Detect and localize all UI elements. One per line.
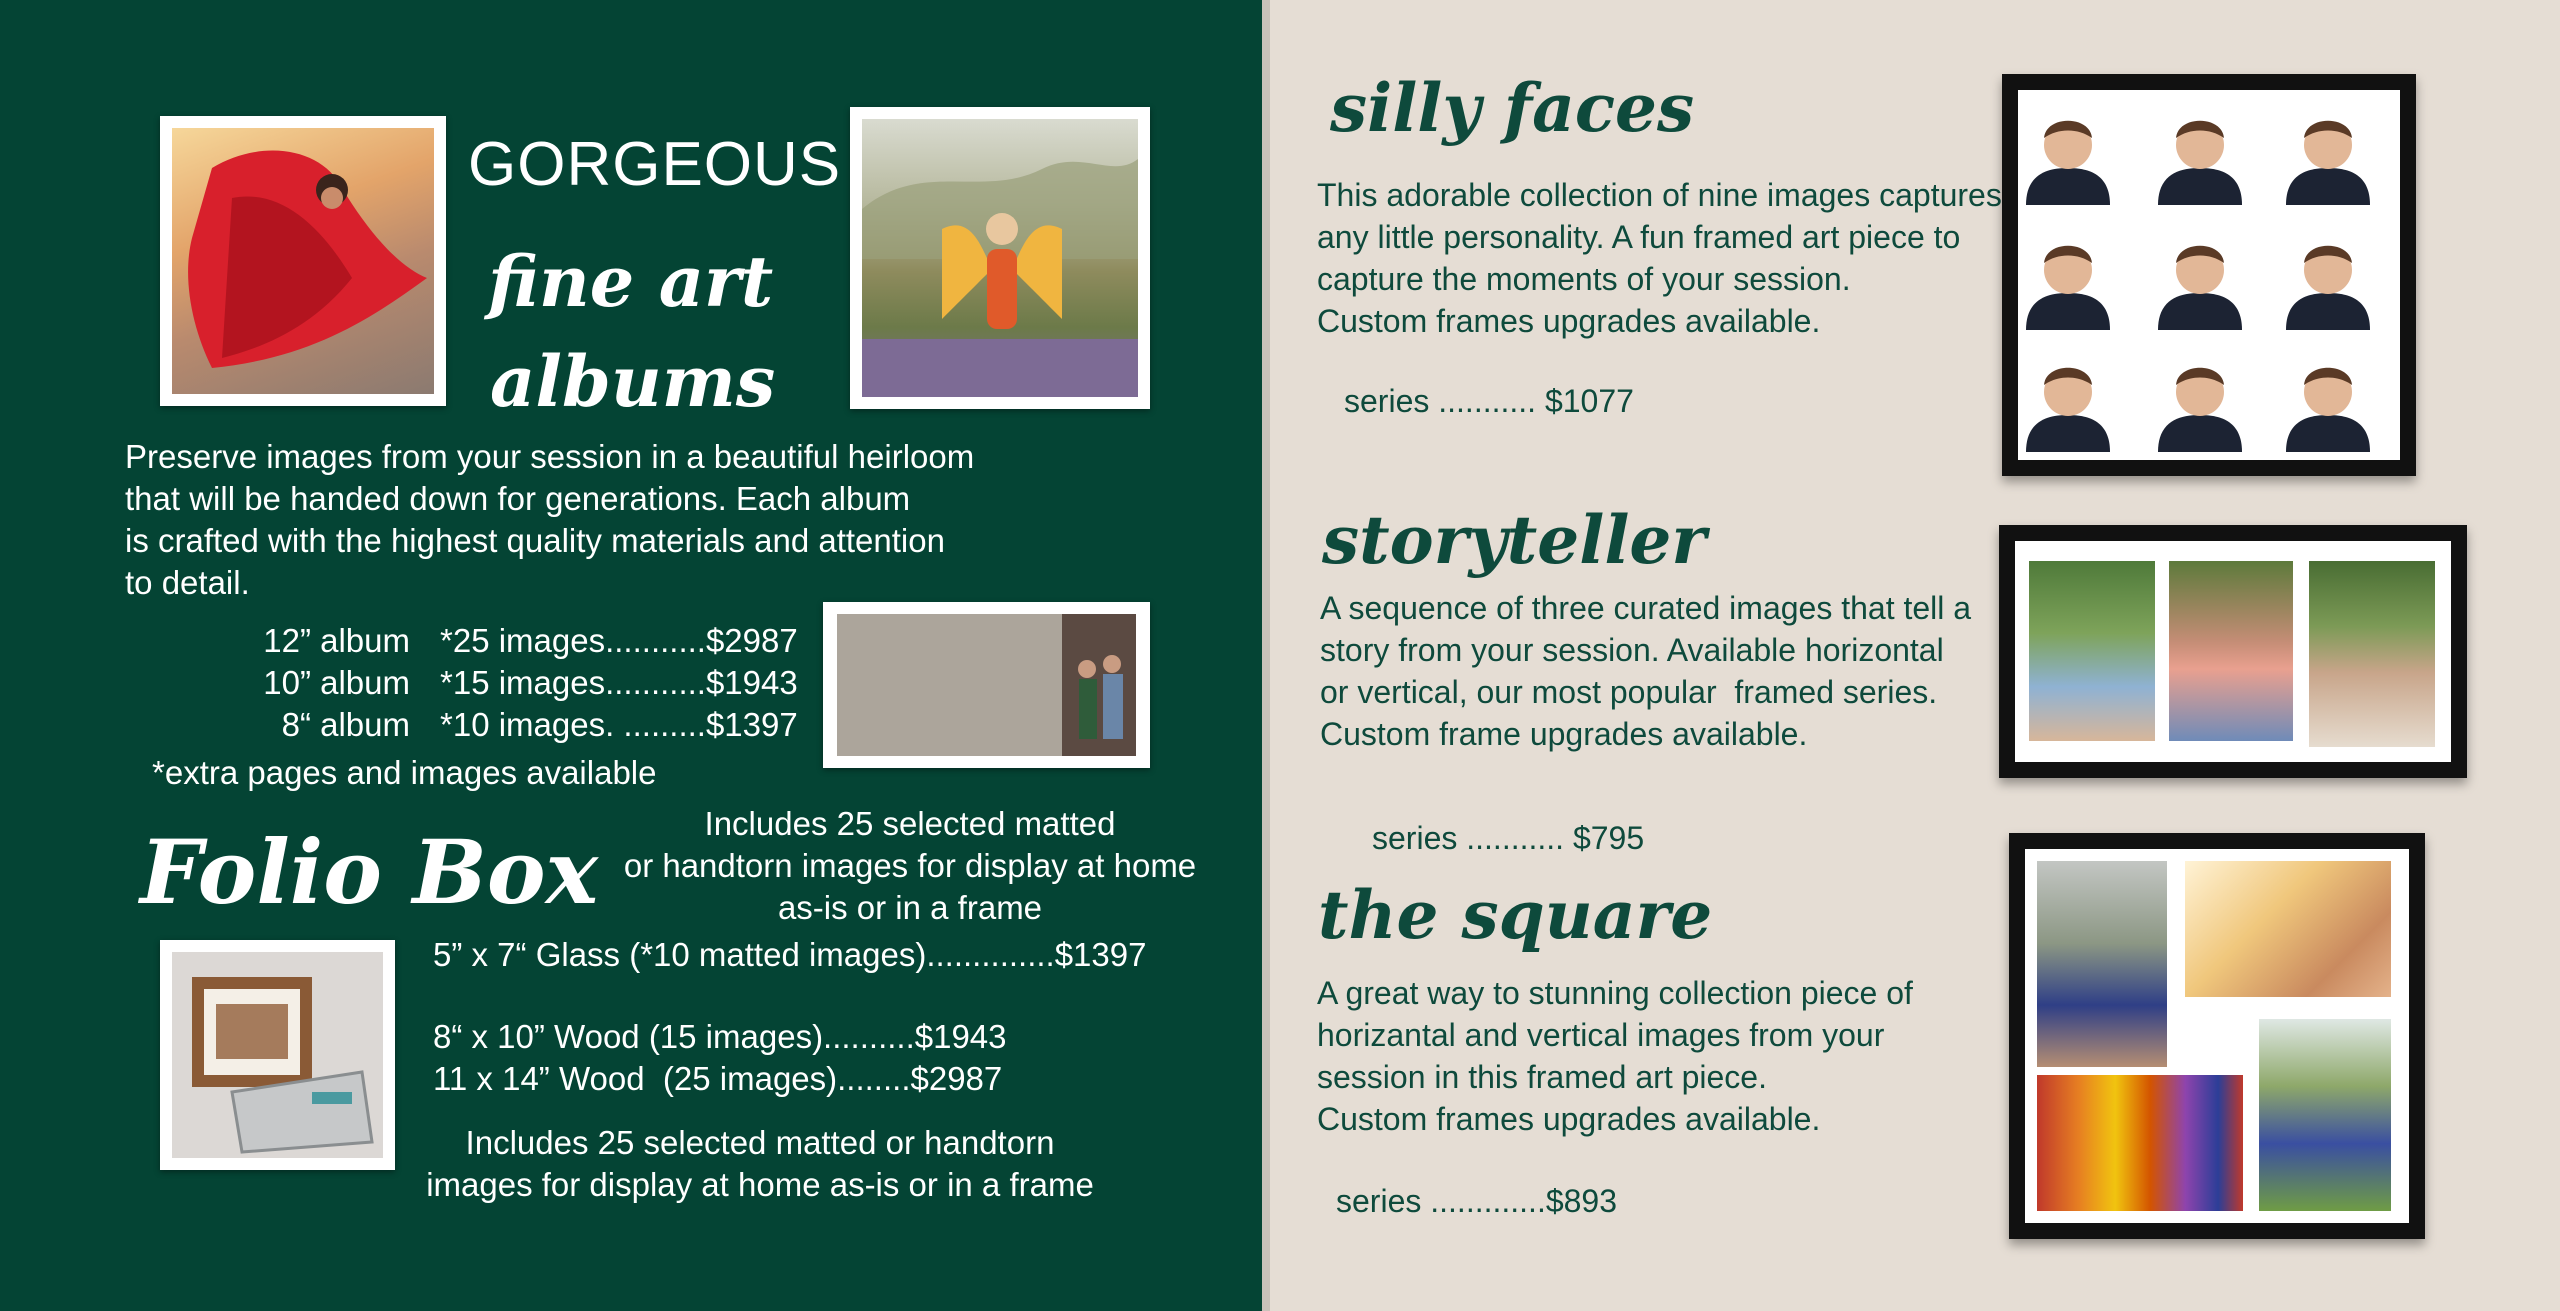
album-price: *15 images...........$1943 [440, 664, 798, 701]
album-spread-photo [823, 602, 1150, 768]
album-price: *25 images...........$2987 [440, 622, 798, 659]
square-photo-3 [2037, 1075, 2243, 1211]
folio-price-list [433, 934, 1146, 1100]
folio-includes-line: as-is or in a frame [777, 889, 1043, 926]
storyteller-description-line: story from your session. Available horizontal [1320, 632, 1944, 668]
silly-faces-description-line: any little personality. A fun framed art piece to [1317, 219, 1961, 255]
silly-faces-description [1317, 174, 2002, 342]
folio-includes-line: Includes 25 selected matted or handtorn [465, 1124, 1055, 1161]
square-description-line: session in this framed art piece. [1317, 1059, 1767, 1095]
storyteller-photo-2 [2169, 561, 2293, 741]
storyteller-description-line: A sequence of three curated images that tell a [1320, 590, 1972, 626]
folio-includes-top [600, 803, 1220, 929]
butterfly-girl-figure [862, 119, 1138, 397]
folio-includes-line: Includes 25 selected matted [704, 805, 1116, 842]
silly-faces-frame [2002, 74, 2416, 476]
album-photo-butterfly-girl [850, 107, 1150, 409]
albums-description-line: Preserve images from your session in a beautiful heirloom [125, 438, 975, 475]
album-price-list [200, 620, 798, 746]
folio-price: 11 x 14” Wood (25 images)........$2987 [433, 1060, 1003, 1097]
silly-faces-grid [2018, 90, 2400, 460]
square-frame [2009, 833, 2425, 1239]
square-description-line: horizantal and vertical images from your [1317, 1017, 1885, 1053]
album-size: 8“ album [281, 706, 410, 743]
silly-faces-description-line: This adorable collection of nine images captures [1317, 177, 2002, 213]
silly-faces-title: silly faces [1330, 69, 1695, 147]
albums-description-line: to detail. [125, 564, 250, 601]
album-spread-figure [837, 614, 1136, 756]
storyteller-description-line: Custom frame upgrades available. [1320, 716, 1808, 752]
folio-price: 5” x 7“ Glass (*10 matted images)..............$1397 [433, 936, 1147, 973]
square-photo-1 [2037, 861, 2167, 1067]
folio-includes-line: images for display at home as-is or in a frame [426, 1166, 1094, 1203]
folio-includes-line: or handtorn images for display at home [623, 847, 1197, 884]
albums-title-albums: albums [490, 340, 776, 423]
album-price: *10 images. .........$1397 [440, 706, 798, 743]
storyteller-description [1320, 587, 1971, 755]
red-dress-figure [172, 128, 434, 394]
square-description [1317, 972, 1913, 1140]
storyteller-mat [2015, 541, 2451, 762]
folio-price: 8“ x 10” Wood (15 images)..........$1943 [433, 1018, 1007, 1055]
storyteller-title: storyteller [1322, 501, 1707, 579]
albums-description-line: is crafted with the highest quality materials and attention [125, 522, 945, 559]
storyteller-photo-3 [2309, 561, 2435, 747]
square-description-line: A great way to stunning collection piece of [1317, 975, 1913, 1011]
storyteller-frame [1999, 525, 2467, 778]
square-price: series .............$893 [1336, 1183, 1618, 1219]
album-size: 10” album [263, 664, 410, 701]
albums-note: *extra pages and images available [152, 754, 657, 791]
folio-includes-bottom [410, 1122, 1110, 1206]
albums-description-line: that will be handed down for generations. Each album [125, 480, 911, 517]
folio-box-photo [160, 940, 395, 1170]
square-photo-2 [2185, 861, 2391, 997]
album-photo-red-dress [160, 116, 446, 406]
square-description-line: Custom frames upgrades available. [1317, 1101, 1821, 1137]
square-mat [2025, 849, 2409, 1223]
storyteller-photo-1 [2029, 561, 2155, 741]
silly-faces-description-line: capture the moments of your session. [1317, 261, 1851, 297]
square-photo-4 [2259, 1019, 2391, 1211]
square-title: the square [1318, 876, 1713, 954]
folio-box-title: Folio Box [140, 820, 599, 924]
albums-title-fine-art: fine art [488, 240, 774, 323]
silly-faces-price: series ........... $1077 [1344, 383, 1634, 419]
albums-title-gorgeous: GORGEOUS [468, 130, 842, 199]
albums-description [125, 436, 974, 604]
silly-faces-mat [2018, 90, 2400, 460]
storyteller-price: series ........... $795 [1372, 820, 1645, 856]
page-fold [1262, 0, 1270, 1311]
storyteller-description-line: or vertical, our most popular framed series. [1320, 674, 1938, 710]
album-size: 12” album [263, 622, 410, 659]
silly-faces-description-line: Custom frames upgrades available. [1317, 303, 1821, 339]
folio-box-figure [172, 952, 383, 1158]
